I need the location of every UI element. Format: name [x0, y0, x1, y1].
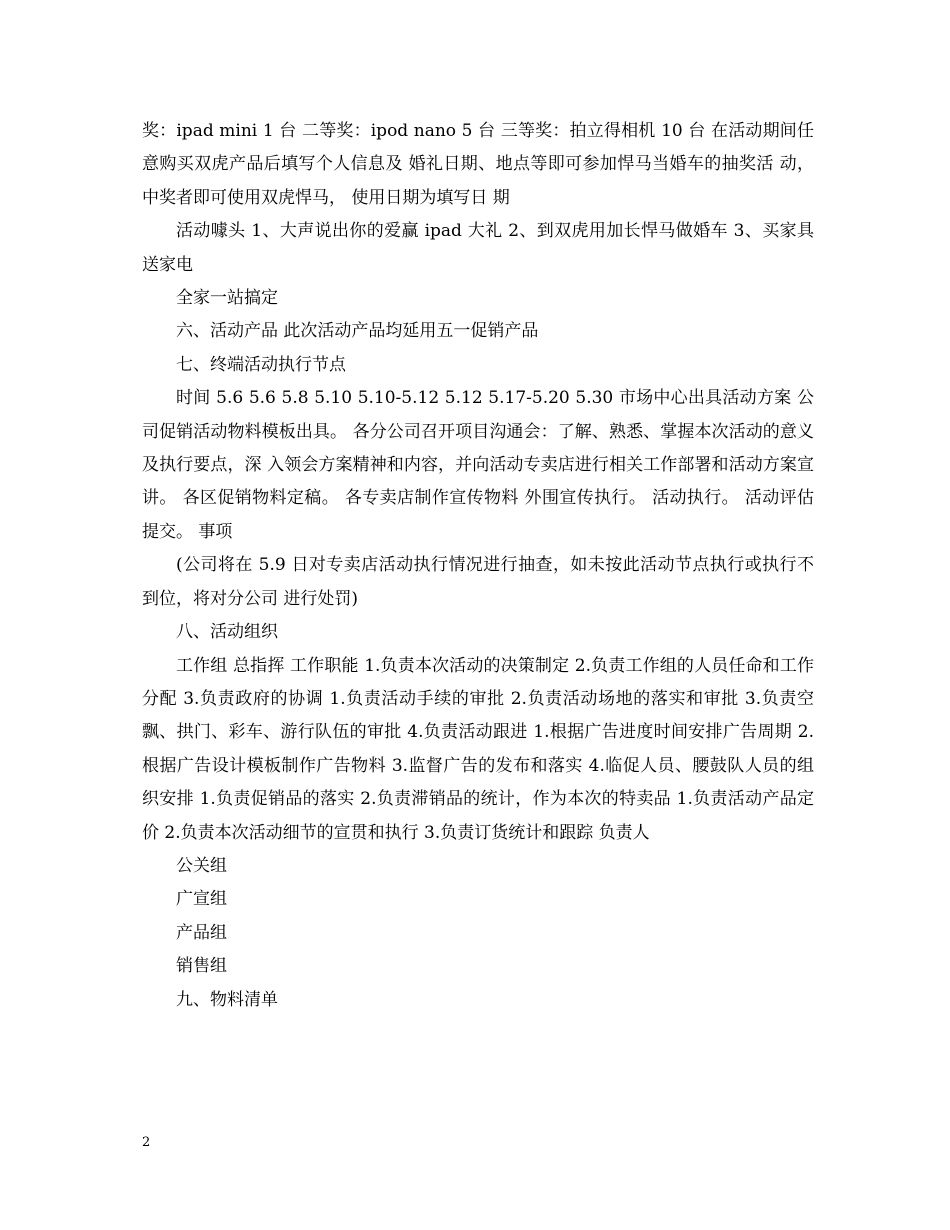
list-item-pr-group: 公关组	[176, 855, 227, 876]
section-heading-products: 六、活动产品 此次活动产品均延用五一促销产品	[176, 321, 539, 342]
paragraph-inspection-note: (公司将在 5.9 日对专卖店活动执行情况进行抽查，如未按此活动节点执行或执行不到位，将对分公司 进行处罚)	[142, 555, 814, 609]
paragraph-gimmick: 活动噱头 1、大声说出你的爱赢 ipad 大礼 2、到双虎用加长悍马做婚车 3、买家具送家电	[142, 221, 814, 275]
section-heading-materials: 九、物料清单	[176, 989, 278, 1010]
list-item-product-group: 产品组	[176, 922, 227, 943]
paragraph-schedule: 时间 5.6 5.6 5.8 5.10 5.10-5.12 5.12 5.17-5.20 5.30 市场中心出具活动方案 公司促销活动物料模板出具。 各分公司召开项目沟通会：了解、熟悉、掌握本次活动的意义及执行要点，深 入领会方案精神和内容，并向活动专卖店进行相关工作部署和活动方案宣讲。 各区促销物料定稿。 各专卖店制作宣传物料 外围宣传执行。 活动执行。 活动评估提交。 事项	[142, 388, 814, 542]
list-item-advertising-group: 广宣组	[176, 889, 227, 910]
document-body	[142, 115, 814, 1017]
section-heading-organization: 八、活动组织	[176, 622, 278, 643]
section-heading-schedule: 七、终端活动执行节点	[176, 354, 346, 375]
list-item-sales-group: 销售组	[176, 956, 227, 977]
paragraph-one-stop: 全家一站搞定	[176, 288, 278, 309]
paragraph-prizes: 奖：ipad mini 1 台 二等奖：ipod nano 5 台 三等奖：拍立得相机 10 台 在活动期间任意购买双虎产品后填写个人信息及 婚礼日期、地点等即可参加悍马当婚车的抽奖活 动， 中奖者即可使用双虎悍马， 使用日期为填写日 期	[142, 121, 814, 208]
page-number: 2	[142, 1135, 151, 1150]
paragraph-workgroups: 工作组 总指挥 工作职能 1.负责本次活动的决策制定 2.负责工作组的人员任命和工作分配 3.负责政府的协调 1.负责活动手续的审批 2.负责活动场地的落实和审批 3.负责空飘、拱门、彩车、游行队伍的审批 4.负责活动跟进 1.根据广告进度时间安排广告周期 2.根据广告设计模板制作广告物料 3.监督广告的发布和落实 4.临促人员、腰鼓队人员的组织安排 1.负责促销品的落实 2.负责滞销品的统计，作为本次的特卖品 1.负责活动产品定价 2.负责本次活动细节的宣贯和执行 3.负责订货统计和跟踪 负责人	[142, 655, 814, 843]
